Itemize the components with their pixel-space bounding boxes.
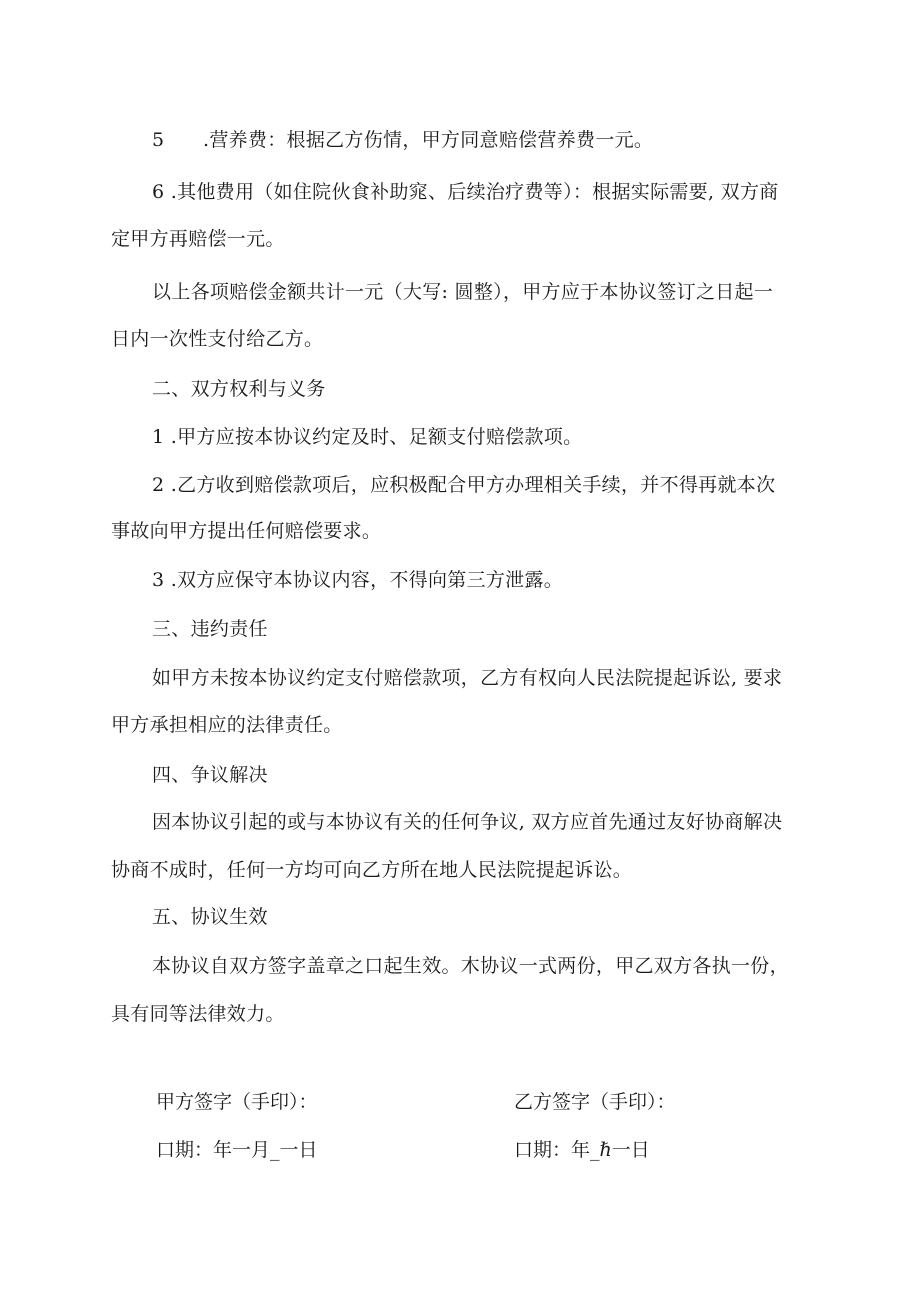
rights-item-1: 1 .甲方应按本协议约定及时、足额支付赔偿款项。 bbox=[152, 426, 583, 448]
effective-paragraph: 本协议自双方签字盖章之口起生效。木协议一式两份，甲乙双方各执一份， bbox=[152, 955, 789, 977]
liability-paragraph: 如甲方未按本协议约定支付赔偿款项，乙方有权向人民法院提起诉讼, 要求 bbox=[152, 667, 783, 689]
clause-6-other-fees: 6 .其他费用（如住院伙食补助窕、后续治疗费等）：根据实际需要, 双方商 bbox=[152, 181, 779, 203]
party-a-signature-label: 甲方签字（手印）： bbox=[156, 1091, 318, 1113]
party-b-date-label: 口期：年_ℏ一日 bbox=[514, 1139, 650, 1161]
clause-5-nutrition: 5 .营养费：根据乙方伤情，甲方同意赔偿营养费一元。 bbox=[152, 129, 654, 151]
section-heading-dispute: 四、争议解决 bbox=[152, 764, 268, 786]
party-a-date-label: 口期：年一月_一日 bbox=[156, 1139, 318, 1161]
liability-continued: 甲方承担相应的法律责任。 bbox=[111, 714, 343, 736]
dispute-continued: 协商不成时，任何一方均可向乙方所在地人民法院提起诉讼。 bbox=[111, 859, 633, 881]
total-amount-paragraph: 以上各项赔偿金额共计一元（大写: 圆整），甲方应于本协议签订之日起一 bbox=[152, 281, 774, 303]
rights-item-3: 3 .双方应保守本协议内容，不得向第三方泄露。 bbox=[152, 569, 564, 591]
effective-continued: 具有同等法律效力。 bbox=[111, 1003, 285, 1025]
rights-item-2-continued: 事故向甲方提出任何赔偿要求。 bbox=[111, 520, 382, 542]
section-heading-effective: 五、协议生效 bbox=[152, 906, 268, 928]
dispute-paragraph: 因本协议引起的或与本协议有关的任何争议, 双方应首先通过友好协商解决 bbox=[152, 811, 783, 833]
party-b-signature-label: 乙方签字（手印）： bbox=[514, 1091, 676, 1113]
clause-6-continued: 定甲方再赔偿一元。 bbox=[111, 228, 285, 250]
total-amount-continued: 日内一次性支付给乙方。 bbox=[111, 328, 324, 350]
section-heading-liability: 三、违约责任 bbox=[152, 618, 268, 640]
section-heading-rights: 二、双方权利与义务 bbox=[152, 378, 326, 400]
rights-item-2: 2 .乙方收到赔偿款项后，应积极配合甲方办理相关手续，并不得再就本次 bbox=[152, 474, 776, 496]
